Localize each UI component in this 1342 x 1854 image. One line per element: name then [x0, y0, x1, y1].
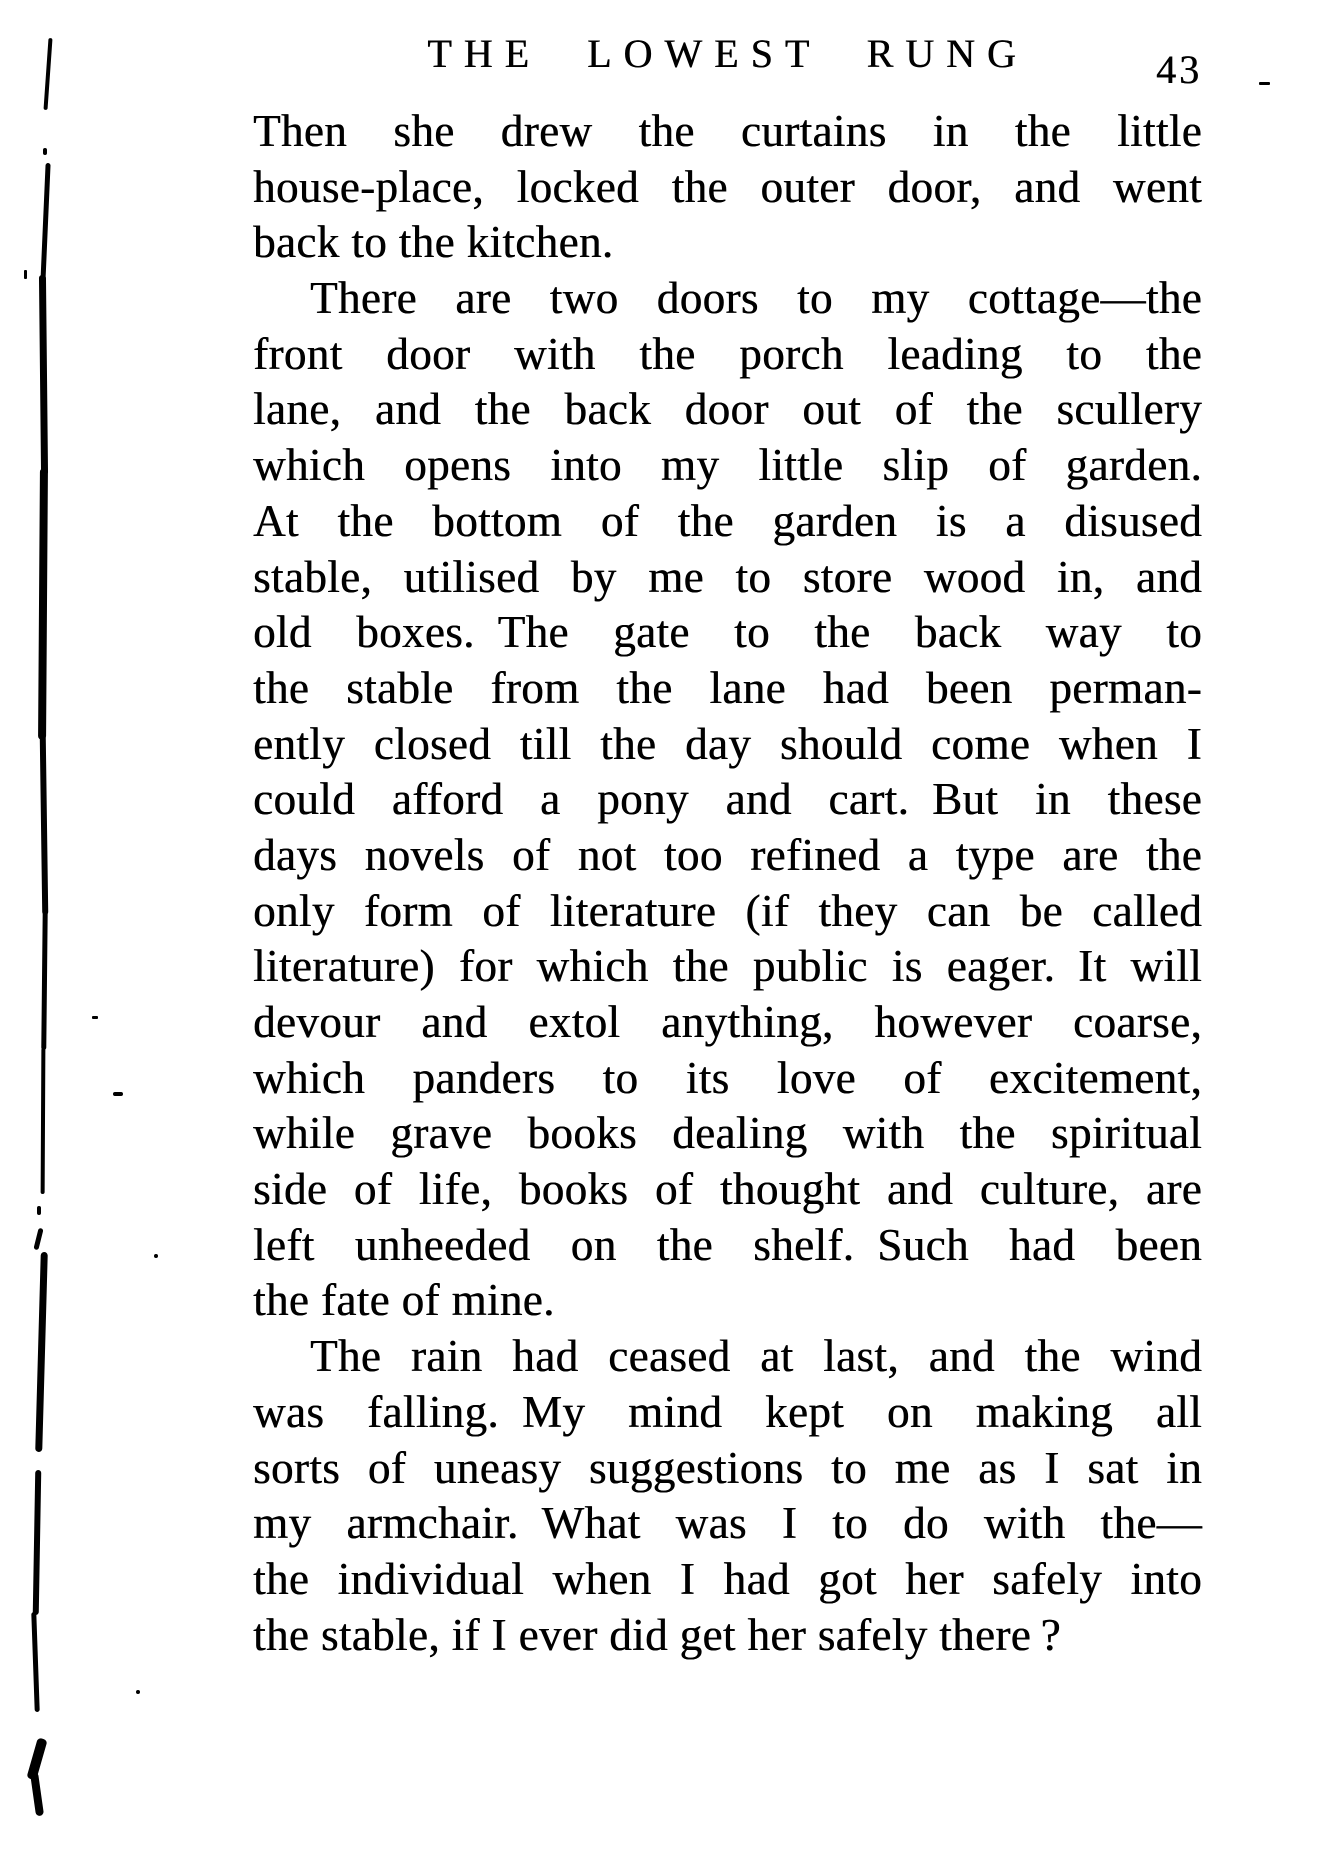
ink-mark	[40, 163, 50, 283]
ink-speck	[113, 1092, 123, 1096]
text-line: left unheeded on the shelf. Such had been	[253, 1219, 1202, 1270]
text-line: side of life, books of thought and culture, are	[253, 1164, 1202, 1215]
text-line: front door with the porch leading to the	[253, 328, 1202, 379]
text-line: literature) for which the public is eager. It will	[253, 941, 1202, 992]
ink-mark	[31, 1612, 39, 1712]
text-line: The rain had ceased at last, and the wind	[310, 1331, 1202, 1382]
text-line: There are two doors to my cottage—the	[310, 273, 1202, 324]
text-line: could afford a pony and cart. But in these	[253, 774, 1202, 825]
text-line: the stable, if I ever did get her safely there ?	[253, 1609, 1061, 1660]
ink-mark	[43, 38, 52, 110]
text-line: sorts of uneasy suggestions to me as I sat in	[253, 1442, 1202, 1493]
text-line: the fate of mine.	[253, 1275, 555, 1326]
text-line: Then she drew the curtains in the little	[253, 106, 1202, 156]
paragraph	[253, 271, 1202, 1329]
ink-speck	[1259, 82, 1270, 85]
text-line: which opens into my little slip of garden.	[253, 440, 1202, 491]
text-line: which panders to its love of excitement,	[253, 1052, 1202, 1103]
text-line: was falling. My mind kept on making all	[253, 1386, 1202, 1437]
ink-mark	[41, 908, 47, 1050]
text-line: only form of literature (if they can be called	[253, 885, 1202, 936]
ink-mark	[39, 275, 48, 475]
text-line: devour and extol anything, however coarse,	[253, 997, 1202, 1047]
ink-mark	[40, 735, 49, 915]
paragraph	[253, 104, 1202, 271]
text-block	[253, 0, 1202, 1854]
text-line: my armchair. What was I to do with the—	[253, 1498, 1202, 1549]
text-line: the stable from the lane had been perman-	[253, 662, 1202, 713]
ink-mark	[43, 148, 47, 155]
ink-mark	[24, 270, 27, 279]
text-line: At the bottom of the garden is a disused	[253, 495, 1202, 546]
paragraph	[253, 1329, 1202, 1663]
text-line: house-place, locked the outer door, and went	[253, 161, 1202, 212]
page-number: 43	[1156, 47, 1202, 92]
running-head-title: THE LOWEST RUNG	[427, 31, 1028, 76]
ink-mark	[30, 1772, 44, 1817]
text-line: days novels of not too refined a type are the	[253, 829, 1202, 880]
ink-mark	[38, 468, 48, 740]
text-line: back to the kitchen.	[253, 217, 614, 268]
ink-mark	[33, 1228, 43, 1251]
body-text	[253, 104, 1202, 1663]
ink-mark	[37, 1206, 41, 1215]
text-line: old boxes. The gate to the back way to	[253, 607, 1202, 658]
text-line: stable, utilised by me to store wood in, and	[253, 551, 1202, 602]
ink-mark	[26, 1737, 47, 1780]
ink-mark	[35, 1252, 48, 1452]
ink-mark	[41, 1048, 46, 1194]
text-line: while grave books dealing with the spiritual	[253, 1108, 1202, 1159]
ink-speck	[136, 1690, 140, 1694]
text-line: ently closed till the day should come when I	[253, 718, 1202, 769]
ink-speck	[92, 1016, 98, 1019]
ink-speck	[154, 1254, 158, 1258]
ink-mark	[33, 1470, 42, 1615]
text-line: lane, and the back door out of the scullery	[253, 384, 1202, 435]
text-line: the individual when I had got her safely into	[253, 1553, 1202, 1604]
